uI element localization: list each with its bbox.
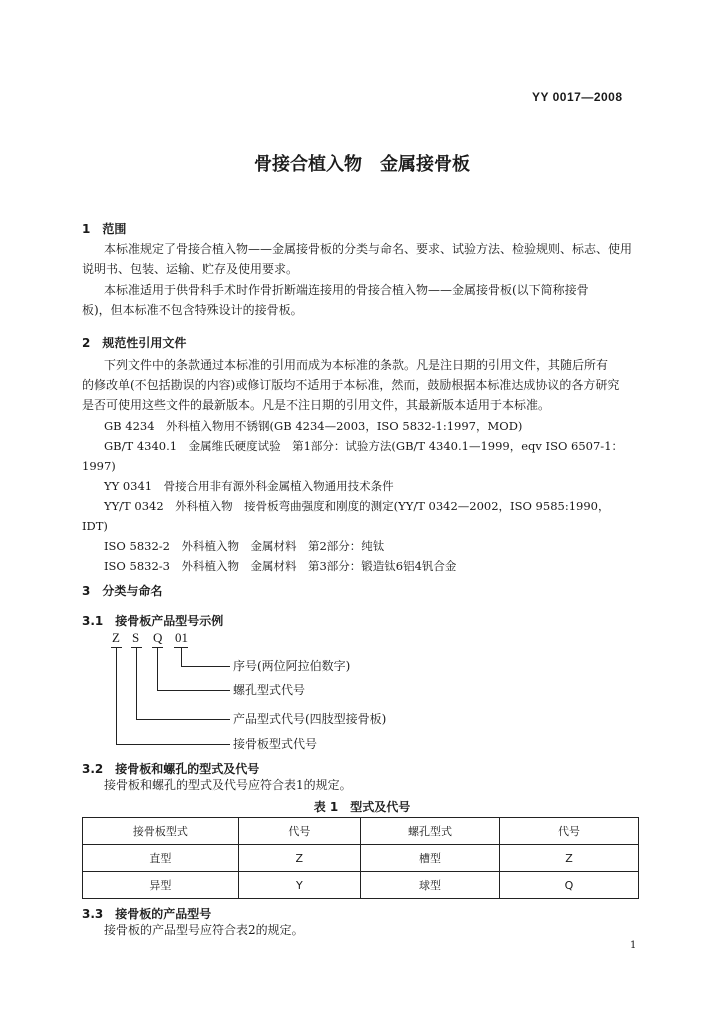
leader-horizontal — [181, 666, 230, 667]
reference-item: GB/T 4340.1 金属维氏硬度试验 第1部分：试验方法(GB/T 4340.1—1999，eqv ISO 6507-1： — [104, 439, 624, 453]
reference-item: GB 4234 外科植入物用不锈钢(GB 4234—2003，ISO 5832-1:1997，MOD) — [104, 419, 523, 433]
section-2-heading: 2 规范性引用文件 — [82, 336, 187, 350]
leader-vertical — [136, 648, 137, 719]
reference-item: YY 0341 骨接合用非有源外科金属植入物通用技术条件 — [104, 479, 394, 493]
page-title: 骨接合植入物 金属接骨板 — [254, 154, 470, 175]
code-label-serial: 序号(两位阿拉伯数字) — [233, 659, 351, 673]
code-label-product-type: 产品型式代号(四肢型接骨板) — [233, 712, 387, 726]
table-cell: Q — [499, 872, 638, 899]
types-codes-table — [82, 817, 639, 899]
reference-item-continuation: 1997) — [82, 459, 116, 473]
leader-vertical — [181, 648, 182, 666]
leader-horizontal — [157, 690, 230, 691]
section-1-heading: 1 范围 — [82, 222, 127, 236]
table-header-cell: 接骨板型式 — [83, 818, 239, 845]
s1-paragraph-2-line-2: 板)，但本标准不包含特殊设计的接骨板。 — [82, 303, 303, 317]
reference-item: YY/T 0342 外科植入物 接骨板弯曲强度和刚度的测定(YY/T 0342—2002，ISO 9585:1990， — [104, 499, 610, 513]
section-3-2-text: 接骨板和螺孔的型式及代号应符合表1的规定。 — [104, 778, 352, 792]
code-label-hole-type: 螺孔型式代号 — [233, 683, 306, 697]
table-cell: 槽型 — [360, 845, 499, 872]
reference-item-continuation: IDT) — [82, 519, 108, 533]
s2-paragraph-line-3: 是否可使用这些文件的最新版本。凡是不注日期的引用文件，其最新版本适用于本标准。 — [82, 398, 551, 412]
table-header-cell: 代号 — [238, 818, 360, 845]
table-cell: Z — [499, 845, 638, 872]
leader-vertical — [116, 648, 117, 744]
table-cell: Y — [238, 872, 360, 899]
table-row — [83, 845, 639, 872]
s1-paragraph-1-line-1: 本标准规定了骨接合植入物——金属接骨板的分类与命名、要求、试验方法、检验规则、标志、使用 — [104, 242, 633, 256]
leader-horizontal — [116, 744, 230, 745]
table-header-row — [83, 818, 639, 845]
table-cell: 异型 — [83, 872, 239, 899]
section-3-3-heading: 3.3 接骨板的产品型号 — [82, 907, 212, 921]
section-3-1-heading: 3.1 接骨板产品型号示例 — [82, 614, 224, 628]
s2-paragraph-line-2: 的修改单(不包括勘误的内容)或修订版均不适用于本标准，然而，鼓励根据本标准达成协议的各方研究 — [82, 378, 620, 392]
code-letter-4: 01 — [175, 630, 188, 645]
s1-paragraph-1-line-2: 说明书、包装、运输、贮存及使用要求。 — [82, 262, 299, 276]
s1-paragraph-2-line-1: 本标准适用于供骨科手术时作骨折断端连接用的骨接合植入物——金属接骨板(以下简称接骨 — [104, 283, 589, 297]
page-number: 1 — [630, 940, 637, 951]
section-3-heading: 3 分类与命名 — [82, 584, 163, 598]
code-letter-3: Q — [153, 630, 163, 645]
table-row — [83, 872, 639, 899]
reference-item: ISO 5832-3 外科植入物 金属材料 第3部分：锻造钛6铝4钒合金 — [104, 559, 457, 573]
reference-item: ISO 5832-2 外科植入物 金属材料 第2部分：纯钛 — [104, 539, 385, 553]
leader-horizontal — [136, 719, 230, 720]
section-3-3-text: 接骨板的产品型号应符合表2的规定。 — [104, 923, 304, 937]
table-cell: 直型 — [83, 845, 239, 872]
code-letter-2: S — [132, 630, 140, 645]
s2-paragraph-line-1: 下列文件中的条款通过本标准的引用而成为本标准的条款。凡是注日期的引用文件，其随后所有 — [104, 358, 609, 372]
table-cell: 球型 — [360, 872, 499, 899]
table-cell: Z — [238, 845, 360, 872]
code-label-plate-type: 接骨板型式代号 — [233, 737, 318, 751]
table-header-cell: 代号 — [499, 818, 638, 845]
leader-vertical — [157, 648, 158, 690]
table-header-cell: 螺孔型式 — [360, 818, 499, 845]
standard-number: YY 0017—2008 — [532, 90, 623, 104]
section-3-2-heading: 3.2 接骨板和螺孔的型式及代号 — [82, 762, 260, 776]
table-caption: 表 1 型式及代号 — [313, 800, 411, 814]
code-letter-1: Z — [112, 630, 120, 645]
